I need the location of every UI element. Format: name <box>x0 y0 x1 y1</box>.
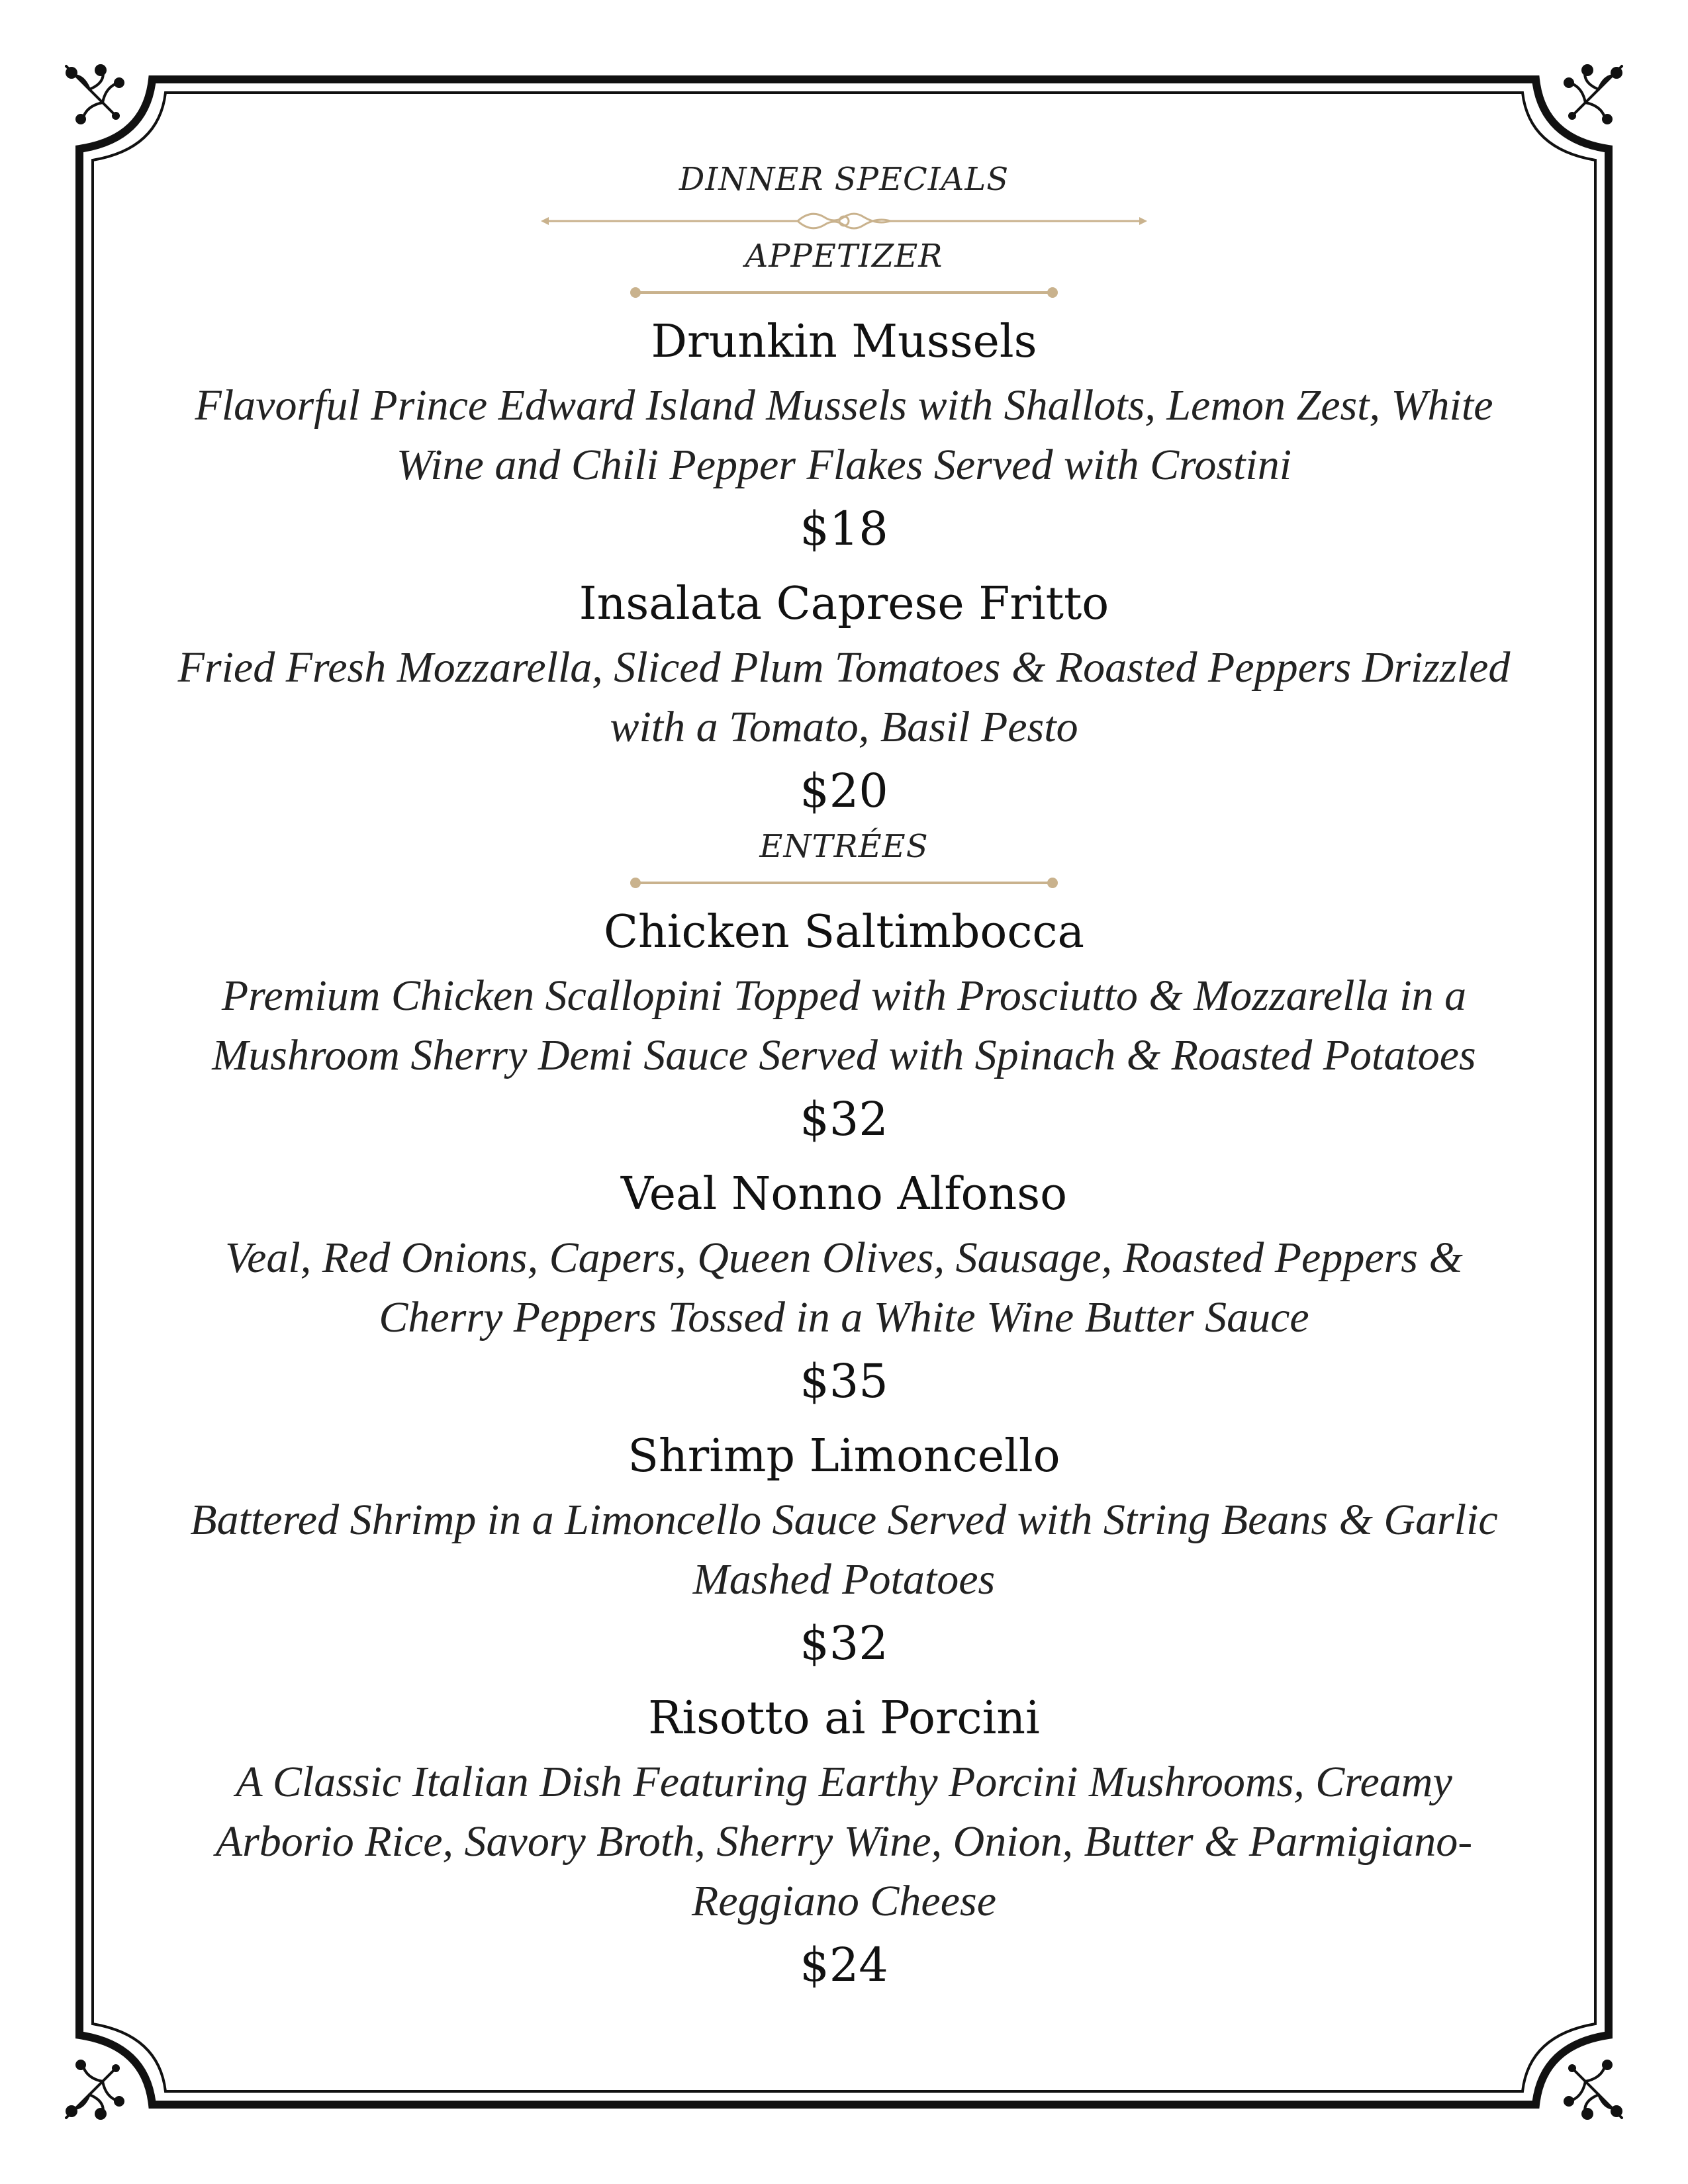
item-name: Veal Nonno Alfonso <box>620 1168 1068 1220</box>
item-name: Chicken Saltimbocca <box>603 906 1085 958</box>
section-label: APPETIZER <box>745 238 943 275</box>
item-price: $20 <box>800 764 888 818</box>
section-label: ENTRÉES <box>759 828 929 865</box>
floral-corner-icon <box>53 53 132 132</box>
item-description: A Classic Italian Dish Featuring Earthy Porcini Mushrooms, Creamy Arborio Rice, Savory Broth, Sherry Wine, Onion, Butter & Parmigiano-Reggiano Cheese <box>215 1758 1473 1925</box>
floral-corner-icon <box>1556 53 1635 132</box>
item-price: $18 <box>800 502 888 556</box>
item-name: Risotto ai Porcini <box>648 1692 1040 1745</box>
floral-corner-icon <box>1556 2052 1635 2131</box>
menu-item <box>132 570 1556 825</box>
section-entrees <box>132 825 1556 1999</box>
item-name: Insalata Caprese Fritto <box>579 578 1109 630</box>
item-description: Fried Fresh Mozzarella, Sliced Plum Tomatoes & Roasted Peppers Drizzled with a Tomato, Basil Pesto <box>177 643 1511 751</box>
menu-title: DINNER SPECIALS <box>679 161 1009 198</box>
item-price: $24 <box>800 1938 888 1992</box>
menu-item <box>132 1161 1556 1415</box>
item-description: Veal, Red Onions, Capers, Queen Olives, Sausage, Roasted Peppers & Cherry Peppers Tossed in a White Wine Butter Sauce <box>225 1234 1463 1342</box>
section-appetizer <box>132 234 1556 825</box>
item-price: $32 <box>800 1616 888 1670</box>
item-description: Battered Shrimp in a Limoncello Sauce Served with String Beans & Garlic Mashed Potatoes <box>190 1496 1498 1604</box>
gold-rule-divider <box>629 875 1059 891</box>
gold-rule-divider <box>629 285 1059 300</box>
floral-corner-icon <box>53 2052 132 2131</box>
menu-item <box>132 1685 1556 1999</box>
item-name: Drunkin Mussels <box>651 316 1037 368</box>
item-price: $35 <box>800 1354 888 1408</box>
item-description: Premium Chicken Scallopini Topped with Prosciutto & Mozzarella in a Mushroom Sherry Demi Sauce Served with Spinach & Roasted Potatoes <box>212 972 1476 1079</box>
scroll-ornament-icon <box>539 208 1149 234</box>
menu-content <box>132 158 1556 1999</box>
item-description: Flavorful Prince Edward Island Mussels with Shallots, Lemon Zest, White Wine and Chili Pepper Flakes Served with Crostini <box>195 381 1493 489</box>
menu-item <box>132 308 1556 563</box>
menu-item <box>132 1423 1556 1677</box>
item-price: $32 <box>800 1092 888 1146</box>
menu-item <box>132 899 1556 1153</box>
item-name: Shrimp Limoncello <box>628 1430 1060 1482</box>
